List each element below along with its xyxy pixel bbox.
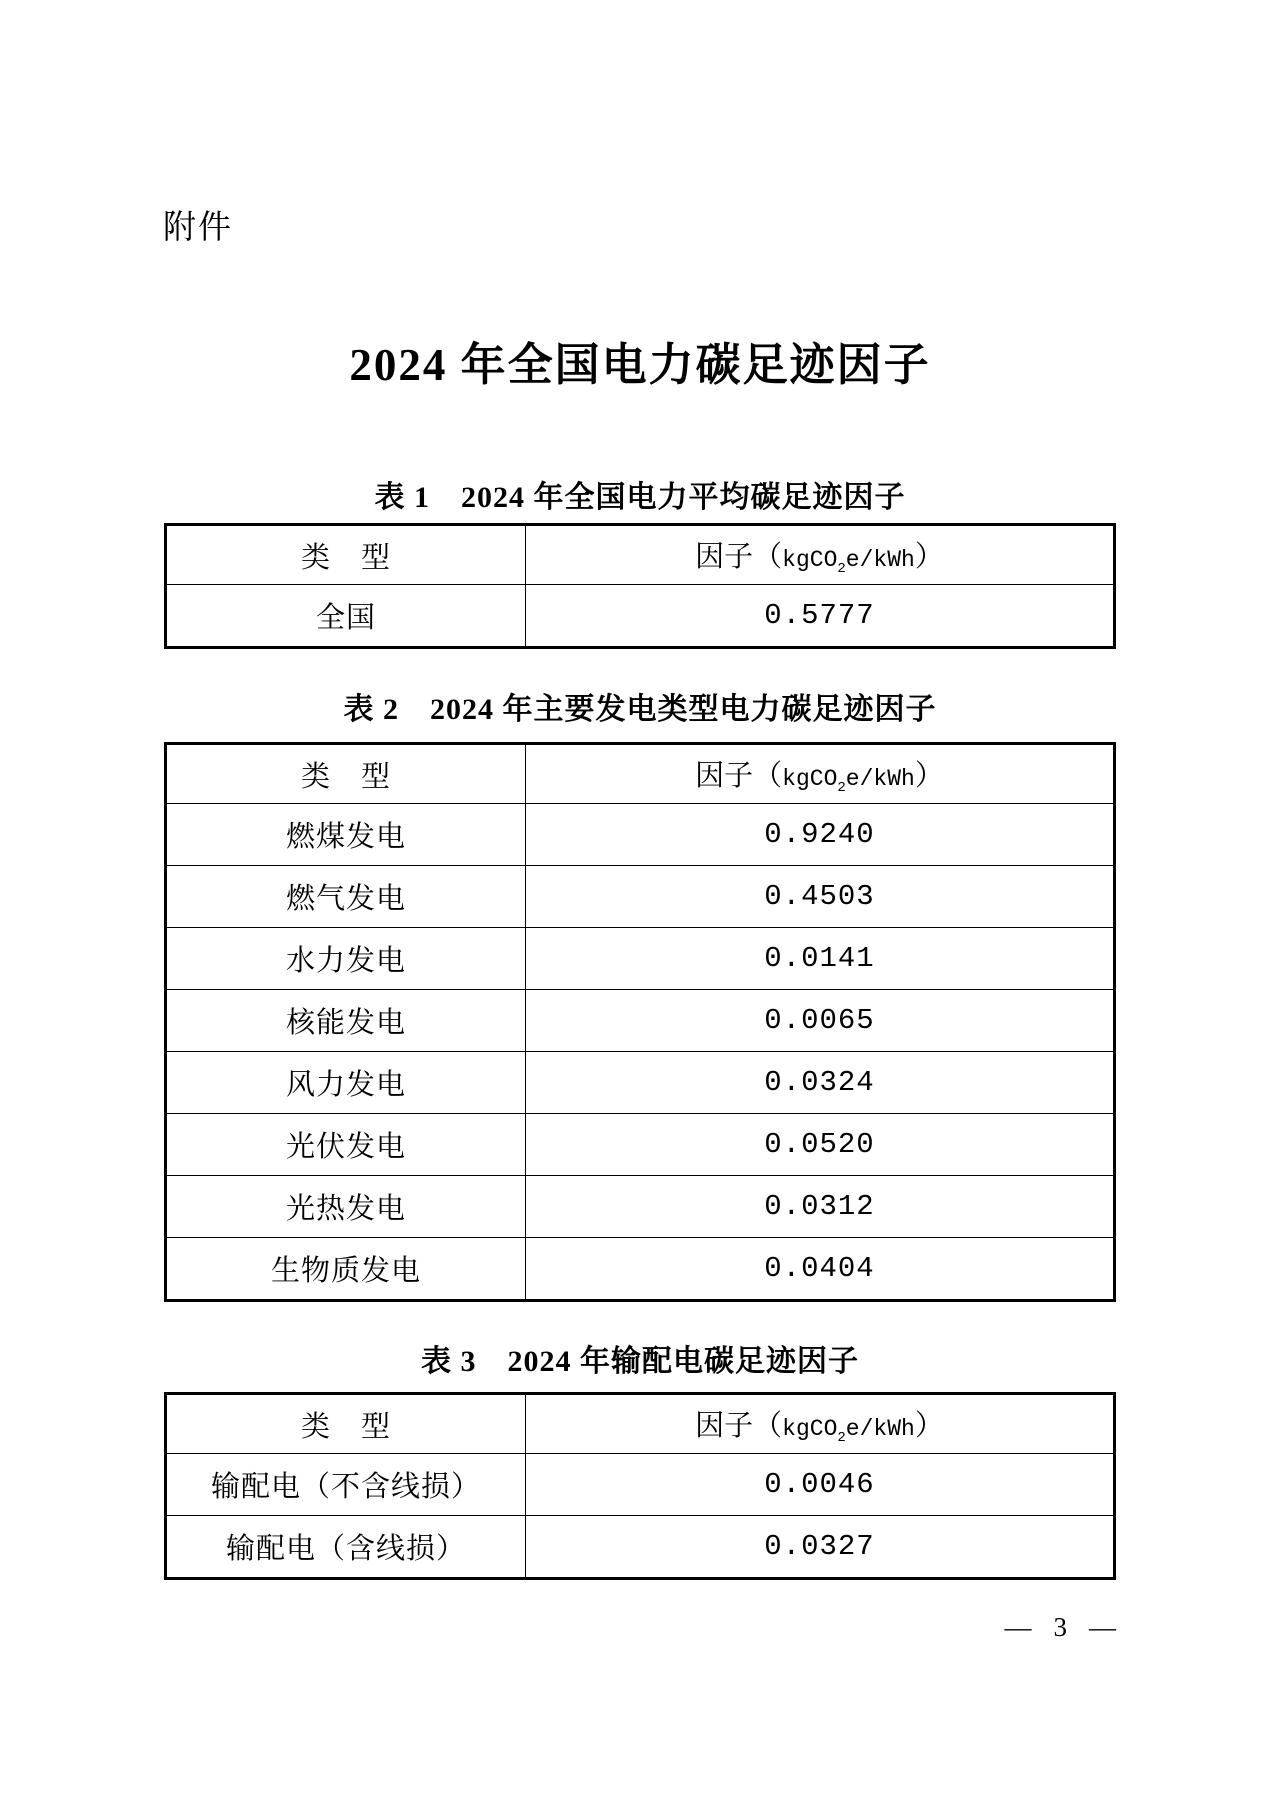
table1-header-row bbox=[166, 525, 1115, 585]
type-cell: 输配电（不含线损） bbox=[166, 1454, 526, 1516]
factor-unit-part2: e/kWh bbox=[845, 765, 915, 792]
header-cell-type: 类 型 bbox=[166, 744, 526, 804]
factor-cell: 0.0324 bbox=[526, 1052, 1115, 1114]
type-cell: 燃气发电 bbox=[166, 866, 526, 928]
table2-header-row bbox=[166, 744, 1115, 804]
table1-average-factor bbox=[164, 523, 1116, 649]
table1-caption: 表 1 2024 年全国电力平均碳足迹因子 bbox=[374, 481, 906, 514]
table2-generation-type-factors bbox=[164, 742, 1116, 1302]
table-row bbox=[166, 1176, 1115, 1238]
factor-cell: 0.0327 bbox=[526, 1516, 1115, 1579]
factor-cell: 0.0065 bbox=[526, 990, 1115, 1052]
factor-label-close: ） bbox=[914, 540, 944, 573]
table3-header-row bbox=[166, 1394, 1115, 1454]
factor-unit-part2: e/kWh bbox=[845, 1415, 915, 1442]
factor-cell: 0.0520 bbox=[526, 1114, 1115, 1176]
factor-cell: 0.5777 bbox=[526, 585, 1115, 648]
factor-unit-part2: e/kWh bbox=[845, 546, 915, 573]
factor-cell: 0.4503 bbox=[526, 866, 1115, 928]
factor-cell: 0.9240 bbox=[526, 804, 1115, 866]
table-row bbox=[166, 1114, 1115, 1176]
type-cell: 输配电（含线损） bbox=[166, 1516, 526, 1579]
table-row bbox=[166, 585, 1115, 648]
factor-label-open: 因子（ bbox=[695, 759, 783, 792]
factor-label-close: ） bbox=[914, 1409, 944, 1442]
factor-cell: 0.0312 bbox=[526, 1176, 1115, 1238]
table3-transmission-distribution-factors bbox=[164, 1392, 1116, 1580]
type-cell: 核能发电 bbox=[166, 990, 526, 1052]
page-number-value: 3 bbox=[1053, 1612, 1067, 1642]
factor-unit-part1: kgCO bbox=[782, 765, 838, 792]
type-cell: 生物质发电 bbox=[166, 1238, 526, 1301]
header-cell-factor bbox=[526, 744, 1115, 804]
type-cell: 光伏发电 bbox=[166, 1114, 526, 1176]
table-row bbox=[166, 1516, 1115, 1579]
factor-unit-subscript: 2 bbox=[837, 560, 846, 577]
page-number-dash-left: — bbox=[1004, 1612, 1032, 1642]
type-cell: 全国 bbox=[166, 585, 526, 648]
factor-cell: 0.0046 bbox=[526, 1454, 1115, 1516]
table-row bbox=[166, 1454, 1115, 1516]
page-number-dash-right: — bbox=[1089, 1612, 1116, 1642]
factor-label-open: 因子（ bbox=[695, 540, 783, 573]
table-row bbox=[166, 866, 1115, 928]
attachment-label: 附件 bbox=[163, 210, 233, 246]
header-cell-type: 类 型 bbox=[166, 525, 526, 585]
table-row bbox=[166, 990, 1115, 1052]
table-row bbox=[166, 804, 1115, 866]
header-cell-type: 类 型 bbox=[166, 1394, 526, 1454]
page-title: 2024 年全国电力碳足迹因子 bbox=[349, 340, 931, 390]
factor-label-open: 因子（ bbox=[695, 1409, 783, 1442]
table-row bbox=[166, 1238, 1115, 1301]
table3-caption: 表 3 2024 年输配电碳足迹因子 bbox=[421, 1345, 859, 1378]
page-number bbox=[1005, 1612, 1117, 1643]
header-cell-factor bbox=[526, 525, 1115, 585]
factor-cell: 0.0404 bbox=[526, 1238, 1115, 1301]
type-cell: 燃煤发电 bbox=[166, 804, 526, 866]
factor-unit-part1: kgCO bbox=[782, 546, 838, 573]
type-cell: 光热发电 bbox=[166, 1176, 526, 1238]
table2-caption: 表 2 2024 年主要发电类型电力碳足迹因子 bbox=[343, 693, 937, 726]
table-row bbox=[166, 928, 1115, 990]
factor-unit-subscript: 2 bbox=[837, 1429, 846, 1446]
type-cell: 风力发电 bbox=[166, 1052, 526, 1114]
type-cell: 水力发电 bbox=[166, 928, 526, 990]
factor-cell: 0.0141 bbox=[526, 928, 1115, 990]
table-row bbox=[166, 1052, 1115, 1114]
factor-unit-subscript: 2 bbox=[837, 779, 846, 796]
header-cell-factor bbox=[526, 1394, 1115, 1454]
factor-unit-part1: kgCO bbox=[782, 1415, 838, 1442]
factor-label-close: ） bbox=[914, 759, 944, 792]
